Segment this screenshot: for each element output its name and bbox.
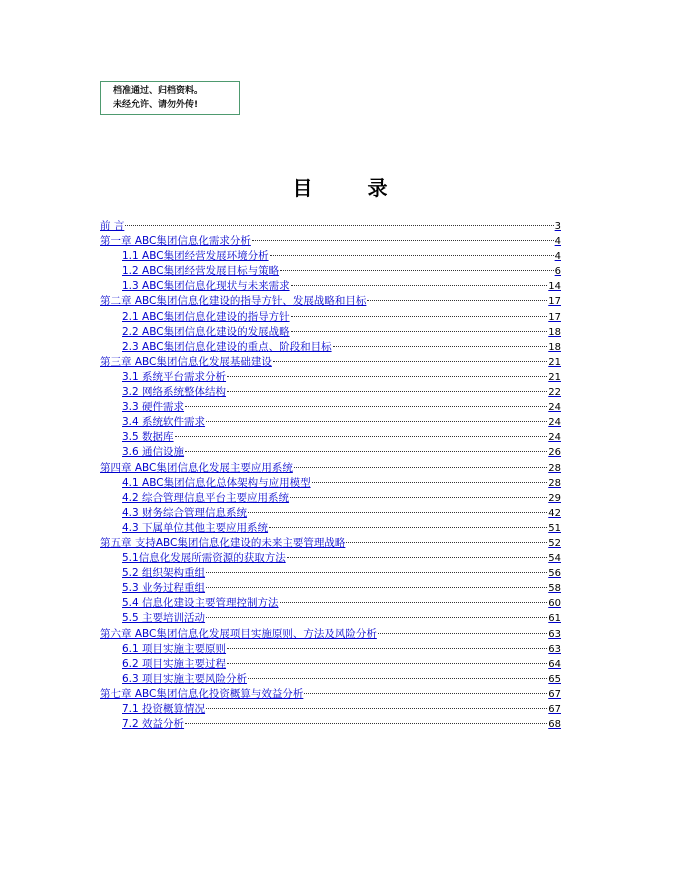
- toc-leader-dots: [206, 708, 547, 709]
- toc-entry-page: 42: [548, 507, 561, 519]
- toc-entry-label[interactable]: 5.1信息化发展所需资源的获取方法: [122, 552, 286, 565]
- toc-entry-label[interactable]: 4.3 下属单位其他主要应用系统: [122, 521, 269, 534]
- toc-leader-dots: [312, 482, 548, 483]
- toc-entry[interactable]: [100, 294, 561, 309]
- toc-entry-label[interactable]: 6.2 项目实施主要过程: [122, 657, 227, 670]
- toc-entry-label[interactable]: 7.2 效益分析: [122, 718, 185, 731]
- toc-entry-label[interactable]: 第七章 ABC集团信息化投资概算与效益分析: [100, 687, 304, 700]
- toc-entry[interactable]: [100, 687, 561, 702]
- toc-entry-page: 63: [548, 628, 561, 640]
- toc-entry-page: 61: [548, 613, 561, 625]
- toc-entry[interactable]: [100, 596, 561, 611]
- toc-leader-dots: [269, 527, 547, 528]
- toc-entry-page: 67: [548, 688, 561, 700]
- toc-entry-label[interactable]: 3.5 数据库: [122, 431, 174, 444]
- toc-entry-label[interactable]: 4.2 综合管理信息平台主要应用系统: [122, 491, 290, 504]
- toc-entry-label[interactable]: 第一章 ABC集团信息化需求分析: [100, 235, 251, 248]
- toc-entry-page: 17: [548, 296, 561, 308]
- toc-entry[interactable]: [100, 476, 561, 491]
- toc-entry[interactable]: [100, 219, 561, 234]
- toc-entry[interactable]: [100, 506, 561, 521]
- toc-entry-label[interactable]: 3.1 系统平台需求分析: [122, 370, 227, 383]
- toc-entry-label[interactable]: 4.1 ABC集团信息化总体架构与应用模型: [122, 476, 311, 489]
- toc-entry-label[interactable]: 3.4 系统软件需求: [122, 416, 206, 429]
- toc-leader-dots: [185, 406, 547, 407]
- toc-entry-page: 54: [548, 553, 561, 565]
- toc-entry[interactable]: [100, 521, 561, 536]
- toc-entry-page: 60: [548, 598, 561, 610]
- toc-leader-dots: [185, 451, 547, 452]
- toc-entry-label[interactable]: 2.2 ABC集团信息化建设的发展战略: [122, 325, 290, 338]
- toc-entry[interactable]: [100, 355, 561, 370]
- toc-entry-label[interactable]: 第六章 ABC集团信息化发展项目实施原则、方法及风险分析: [100, 627, 377, 640]
- toc-entry-page: 21: [548, 371, 561, 383]
- toc-entry-page: 18: [548, 341, 561, 353]
- toc-entry-page: 29: [548, 492, 561, 504]
- toc-entry-label[interactable]: 第四章 ABC集团信息化发展主要应用系统: [100, 461, 293, 474]
- toc-leader-dots: [378, 633, 547, 634]
- toc-entry-page: 67: [548, 704, 561, 715]
- toc-entry-label[interactable]: 1.1 ABC集团经营发展环境分析: [122, 250, 269, 263]
- toc-leader-dots: [367, 300, 547, 301]
- toc-leader-dots: [227, 391, 547, 392]
- toc-entry[interactable]: [100, 672, 561, 687]
- toc-entry[interactable]: [100, 627, 561, 642]
- toc-entry[interactable]: [100, 581, 561, 596]
- toc-leader-dots: [287, 557, 548, 558]
- toc-leader-dots: [248, 678, 547, 679]
- toc-entry[interactable]: [100, 536, 561, 551]
- toc-entry-page: 28: [548, 477, 561, 489]
- toc-entry-label[interactable]: 3.6 通信设施: [122, 446, 185, 459]
- toc-entry[interactable]: [100, 717, 561, 732]
- toc-entry-page: 14: [548, 281, 561, 293]
- stamp-line-2: 未经允许、请勿外传!: [113, 100, 199, 110]
- toc-entry[interactable]: [100, 702, 561, 717]
- toc-entry-page: 3: [554, 221, 561, 232]
- toc-leader-dots: [333, 346, 548, 347]
- toc-leader-dots: [248, 512, 547, 513]
- toc-leader-dots: [185, 723, 547, 724]
- stamp-line-1: 档准通过、归档资料。: [113, 86, 204, 96]
- toc-leader-dots: [291, 331, 548, 332]
- toc-leader-dots: [227, 376, 547, 377]
- toc-leader-dots: [206, 421, 547, 422]
- toc-entry-label[interactable]: 3.3 硬件需求: [122, 401, 185, 414]
- toc-leader-dots: [294, 467, 547, 468]
- toc-entry[interactable]: [100, 234, 561, 249]
- toc-entry[interactable]: [100, 385, 561, 400]
- toc-leader-dots: [273, 361, 547, 362]
- toc-leader-dots: [304, 693, 547, 694]
- table-of-contents: [100, 219, 561, 732]
- toc-leader-dots: [291, 316, 548, 317]
- toc-entry[interactable]: [100, 325, 561, 340]
- toc-entry[interactable]: [100, 430, 561, 445]
- toc-entry[interactable]: [100, 611, 561, 626]
- page-title: 目 录: [292, 176, 412, 200]
- toc-entry[interactable]: [100, 566, 561, 581]
- toc-entry-page: 63: [548, 643, 561, 655]
- toc-entry[interactable]: [100, 310, 561, 325]
- toc-entry-page: 26: [548, 447, 561, 459]
- toc-entry-page: 21: [548, 356, 561, 368]
- toc-entry[interactable]: [100, 370, 561, 385]
- toc-entry-label[interactable]: 5.2 组织架构重组: [122, 567, 206, 580]
- toc-entry-label[interactable]: 1.3 ABC集团信息化现状与未来需求: [122, 280, 290, 293]
- toc-entry[interactable]: [100, 264, 561, 279]
- toc-entry-page: 4: [554, 251, 561, 263]
- toc-entry-label[interactable]: 2.1 ABC集团信息化建设的指导方针: [122, 310, 290, 323]
- toc-entry-label[interactable]: 7.1 投资概算情况: [122, 703, 206, 715]
- toc-leader-dots: [206, 587, 547, 588]
- toc-entry[interactable]: [100, 551, 561, 566]
- toc-entry[interactable]: [100, 445, 561, 460]
- toc-entry-label[interactable]: 6.1 项目实施主要原则: [122, 642, 227, 655]
- toc-leader-dots: [227, 663, 547, 664]
- toc-entry-label[interactable]: 6.3 项目实施主要风险分析: [122, 672, 248, 685]
- toc-leader-dots: [175, 436, 548, 437]
- toc-entry-label[interactable]: 第三章 ABC集团信息化发展基础建设: [100, 355, 272, 368]
- toc-leader-dots: [227, 648, 547, 649]
- toc-entry-label[interactable]: 第二章 ABC集团信息化建设的指导方针、发展战略和目标: [100, 295, 367, 308]
- toc-entry[interactable]: [100, 279, 561, 294]
- toc-entry-page: 24: [548, 432, 561, 444]
- toc-leader-dots: [252, 240, 554, 241]
- toc-leader-dots: [290, 497, 547, 498]
- toc-entry-page: 64: [548, 658, 561, 670]
- toc-entry-label[interactable]: 前 言: [100, 220, 125, 232]
- toc-entry[interactable]: [100, 657, 561, 672]
- toc-entry-page: 22: [548, 387, 561, 399]
- toc-entry-label[interactable]: 1.2 ABC集团经营发展目标与策略: [122, 265, 280, 278]
- toc-entry[interactable]: [100, 400, 561, 415]
- toc-entry-page: 65: [548, 673, 561, 685]
- toc-entry-label[interactable]: 2.3 ABC集团信息化建设的重点、阶段和目标: [122, 340, 332, 353]
- toc-entry-page: 51: [548, 522, 561, 534]
- toc-entry-label[interactable]: 4.3 财务综合管理信息系统: [122, 506, 248, 519]
- toc-entry-page: 56: [548, 568, 561, 580]
- toc-entry-page: 28: [548, 462, 561, 474]
- toc-leader-dots: [206, 617, 547, 618]
- toc-entry-label[interactable]: 5.4 信息化建设主要管理控制方法: [122, 597, 279, 610]
- toc-entry[interactable]: [100, 491, 561, 506]
- toc-entry[interactable]: [100, 340, 561, 355]
- toc-leader-dots: [270, 255, 554, 256]
- toc-entry[interactable]: [100, 415, 561, 430]
- toc-entry-page: 24: [548, 417, 561, 429]
- toc-leader-dots: [291, 285, 548, 286]
- toc-entry-page: 17: [548, 311, 561, 323]
- toc-entry-page: 6: [554, 266, 561, 278]
- toc-entry-page: 18: [548, 326, 561, 338]
- toc-leader-dots: [280, 270, 554, 271]
- toc-entry-label[interactable]: 5.5 主要培训活动: [122, 612, 206, 625]
- toc-entry[interactable]: [100, 642, 561, 657]
- toc-entry[interactable]: [100, 461, 561, 476]
- toc-leader-dots: [346, 542, 547, 543]
- toc-entry-label[interactable]: 5.3 业务过程重组: [122, 582, 206, 595]
- toc-entry-label[interactable]: 第五章 支持ABC集团信息化建设的未来主要管理战略: [100, 536, 346, 549]
- toc-entry[interactable]: [100, 249, 561, 264]
- notice-stamp: [100, 81, 240, 115]
- toc-entry-page: 24: [548, 402, 561, 414]
- toc-entry-page: 4: [554, 236, 561, 248]
- toc-entry-page: 68: [548, 719, 561, 731]
- toc-leader-dots: [125, 225, 553, 226]
- toc-entry-page: 52: [548, 537, 561, 549]
- toc-leader-dots: [206, 572, 547, 573]
- toc-entry-label[interactable]: 3.2 网络系统整体结构: [122, 386, 227, 399]
- toc-leader-dots: [280, 602, 548, 603]
- toc-entry-page: 58: [548, 583, 561, 595]
